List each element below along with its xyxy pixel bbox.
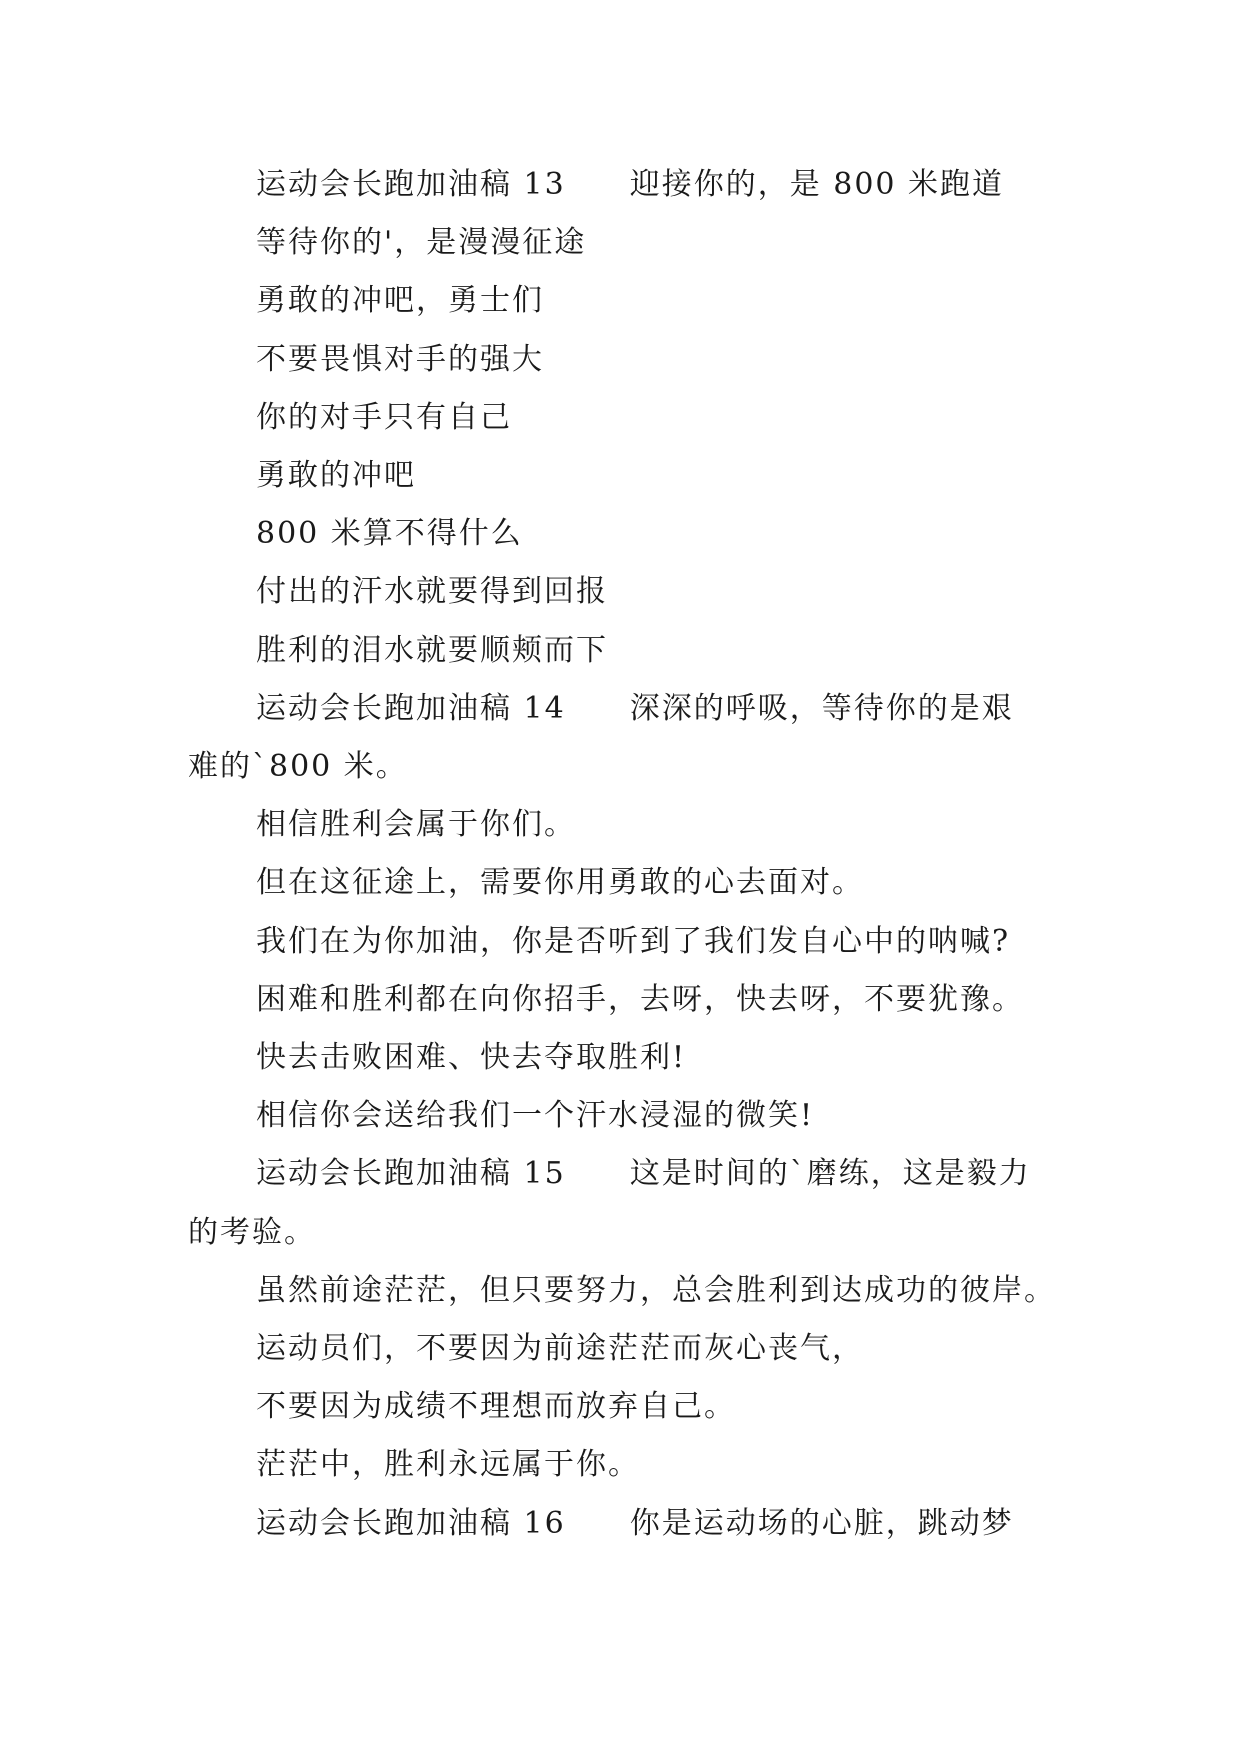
paragraph-line: 不要因为成绩不理想而放弃自己。 [256, 1389, 736, 1425]
paragraph-text: 你是运动场的心脏，跳动梦 [629, 1505, 1014, 1541]
paragraph-line: 快去击败困难、快去夺取胜利! [256, 1040, 687, 1076]
paragraph-line: 你的对手只有自己 [256, 399, 512, 435]
paragraph-line: 的考验。 [188, 1214, 316, 1250]
paragraph-line: 付出的汗水就要得到回报 [256, 574, 608, 610]
section-heading: 运动会长跑加油稿 13 [256, 167, 566, 202]
paragraph-line: 但在这征途上，需要你用勇敢的心去面对。 [256, 865, 864, 901]
section-heading: 运动会长跑加油稿 16 [256, 1505, 566, 1541]
paragraph-line: 我们在为你加油，你是否听到了我们发自心中的呐喊? [256, 923, 1011, 959]
paragraph-line: 虽然前途茫茫，但只要努力，总会胜利到达成功的彼岸。 [256, 1272, 1056, 1308]
paragraph-text: 深深的呼吸，等待你的是艰 [629, 690, 1014, 726]
heading-line-15 [188, 1145, 1068, 1203]
heading-line-16 [188, 1495, 1068, 1553]
paragraph-line: 勇敢的冲吧 [256, 458, 416, 494]
paragraph-line: 等待你的'，是漫漫征途 [256, 225, 587, 261]
heading-line-13 [188, 156, 1068, 214]
paragraph-line: 胜利的泪水就要顺颊而下 [256, 632, 608, 668]
paragraph-line: 800 米算不得什么 [256, 516, 523, 552]
section-heading: 运动会长跑加油稿 15 [256, 1156, 566, 1192]
paragraph-line: 相信胜利会属于你们。 [256, 807, 576, 843]
paragraph-line: 相信你会送给我们一个汗水浸湿的微笑! [256, 1098, 815, 1134]
paragraph-line: 不要畏惧对手的强大 [256, 341, 544, 377]
paragraph-line: 茫茫中，胜利永远属于你。 [256, 1447, 640, 1483]
paragraph-line: 运动员们，不要因为前途茫茫而灰心丧气， [256, 1331, 864, 1367]
document-body [188, 156, 1068, 1553]
paragraph-line: 困难和胜利都在向你招手，去呀，快去呀，不要犹豫。 [256, 981, 1024, 1017]
section-heading: 运动会长跑加油稿 14 [256, 690, 566, 726]
paragraph-text: 迎接你的，是 800 米跑道 [629, 167, 1005, 202]
paragraph-text: 这是时间的`磨练，这是毅力 [629, 1156, 1031, 1192]
paragraph-line: 勇敢的冲吧，勇士们 [256, 283, 544, 319]
heading-line-14 [188, 680, 1068, 738]
paragraph-line: 难的`800 米。 [188, 749, 408, 785]
